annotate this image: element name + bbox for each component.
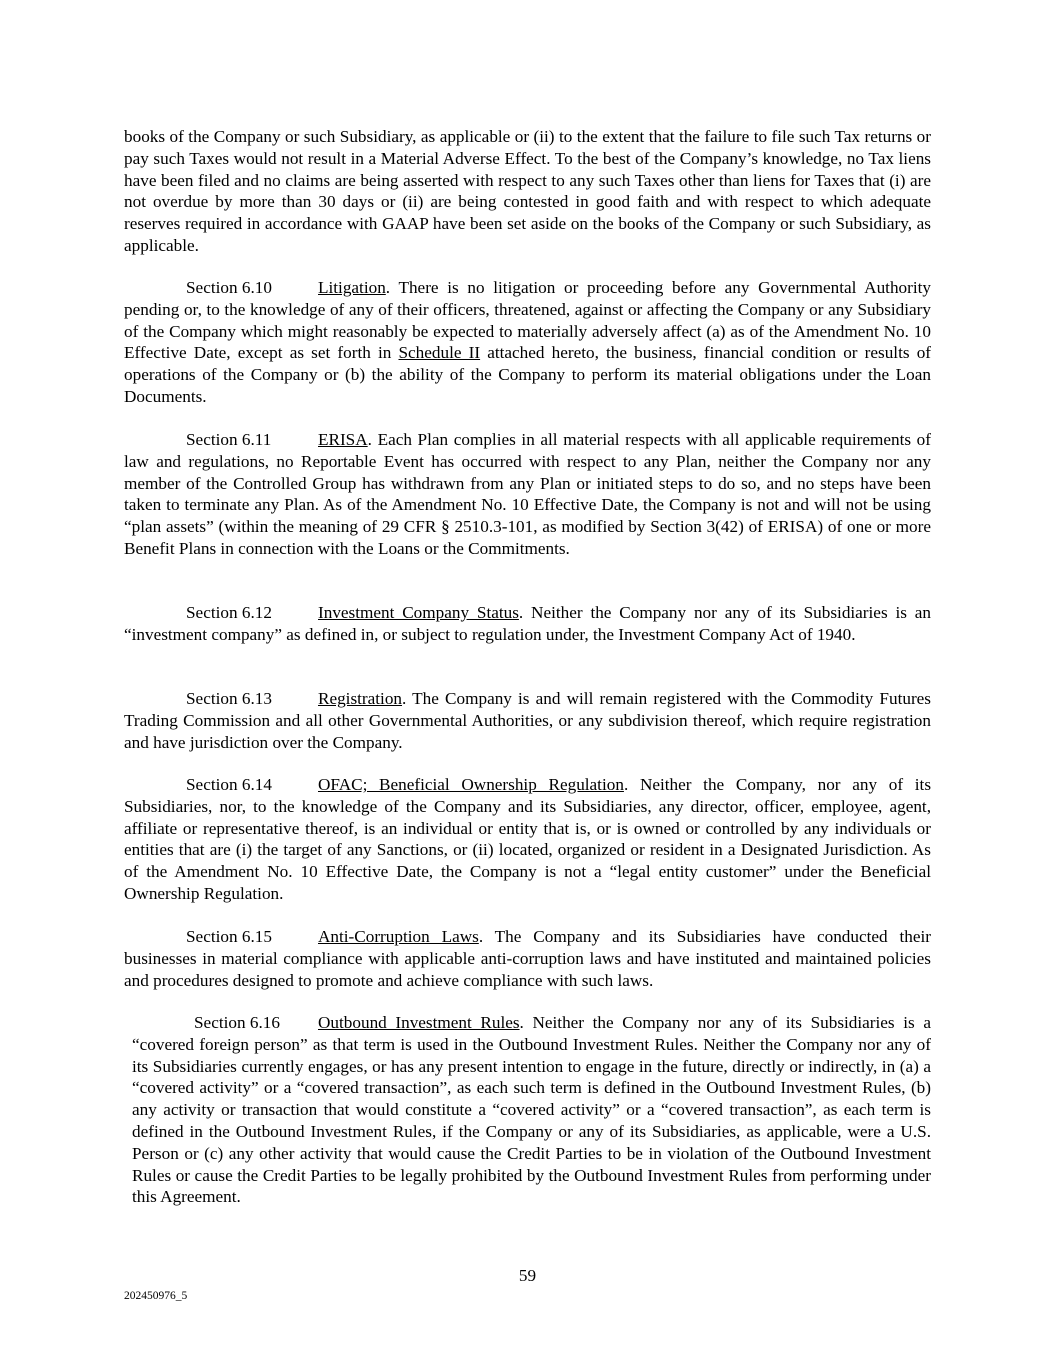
section-caption: Litigation	[318, 278, 386, 297]
section-text: . The Company is and will remain registered with the Commodity Futures Trading Commission and all other Governmental Authorities, or any subdivision thereof, which require registration and have jurisdiction over the Company.	[124, 689, 931, 752]
section-number: Section 6.14	[186, 775, 272, 794]
section-6-13-paragraph	[124, 688, 931, 753]
schedule-reference: Schedule II	[398, 343, 481, 363]
section-caption: Investment Company Status	[318, 603, 519, 622]
section-text: . Each Plan complies in all material respects with all applicable requirements of law and regulations, no Reportable Event has occurred with respect to any Plan, neither the Company nor any member of the Controlled Group has withdrawn from any Plan or initiated steps to do so, and no steps have been taken to terminate any Plan. As of the Amendment No. 10 Effective Date, the Company is not and will not be using “plan assets” (within the meaning of 29 CFR § 2510.3-101, as modified by Section 3(42) of ERISA) of one or more Benefit Plans in connection with the Loans or the Commitments.	[124, 430, 931, 558]
document-id: 202450976_5	[124, 1290, 188, 1302]
section-text: . Neither the Company nor any of its Subsidiaries is an “investment company” as defined in, or subject to regulation under, the Investment Company Act of 1940.	[124, 603, 931, 644]
page-number: 59	[518, 1266, 537, 1285]
section-number: Section 6.16	[194, 1013, 280, 1032]
continuation-paragraph: books of the Company or such Subsidiary, as applicable or (ii) to the extent that the failure to file such Tax returns or pay such Taxes would not result in a Material Adverse Effect. To the best of the Company’s knowledge, no Tax liens have been filed and no claims are being asserted with respect to any such Taxes other than liens for Taxes that (i) are not overdue by more than 30 days or (ii) are being contested in good faith and with respect to which adequate reserves required in accordance with GAAP have been set aside on the books of the Company or such Subsidiary, as applicable.	[124, 127, 931, 255]
section-text: . Neither the Company nor any of its Subsidiaries is a “covered foreign person” as that term is used in the Outbound Investment Rules. Neither the Company nor any of its Subsidiaries currently engages, or has any present intention to engage in the future, directly or indirectly, in (a) a “covered activity” or a “covered transaction”, as each such term is defined in the Outbound Investment Rules, (b) any activity or transaction that would constitute a “covered activity” or a “covered transaction”, as each term is defined in the Outbound Investment Rules, if the Company or any of its Subsidiaries, as applicable, were a U.S. Person or (c) any other activity that would cause the Credit Parties to be in violation of the Outbound Investment Rules or cause the Credit Parties to be legally prohibited by the Outbound Investment Rules from performing under this Agreement.	[132, 1013, 931, 1207]
section-number: Section 6.13	[186, 689, 272, 708]
section-caption: Anti-Corruption Laws	[318, 927, 479, 946]
section-text: . Neither the Company, nor any of its Subsidiaries, nor, to the knowledge of the Company and its Subsidiaries, any director, officer, employee, agent, affiliate or representative thereof, is an individual or entity that is, or is owned or controlled by any individuals or entities that are (i) the target of any Sanctions, or (ii) located, organized or resident in a Designated Jurisdiction. As of the Amendment No. 10 Effective Date, the Company is not a “legal entity customer” under the Beneficial Ownership Regulation.	[124, 775, 932, 903]
section-number: Section 6.11	[186, 430, 272, 449]
section-6-10-paragraph	[124, 277, 931, 408]
section-6-11-paragraph	[124, 429, 931, 560]
section-number: Section 6.10	[186, 278, 272, 297]
section-text-continued: attached hereto, the business, financial condition or results of operations of the Company or (b) the ability of the Company to perform its material obligations under the Loan Documents.	[124, 343, 932, 406]
section-6-12-paragraph	[124, 602, 931, 646]
section-number: Section 6.12	[186, 603, 272, 622]
section-number: Section 6.15	[186, 927, 272, 946]
section-text: . The Company and its Subsidiaries have conducted their businesses in material compliance with applicable anti-corruption laws and have instituted and maintained policies and procedures designed to promote and achieve compliance with such laws.	[124, 927, 931, 990]
section-text: . There is no litigation or proceeding before any Governmental Authority pending or, to the knowledge of any of their officers, threatened, against or affecting the Company or any Subsidiary of the Company which might reasonably be expected to materially adversely affect (a) as of the Amendment No. 10 Effective Date, except as set forth in	[124, 278, 931, 363]
section-6-14-paragraph	[124, 774, 931, 905]
section-caption: OFAC; Beneficial Ownership Regulation	[318, 775, 624, 794]
section-caption: Registration	[318, 689, 403, 708]
section-6-16-paragraph	[132, 1012, 931, 1208]
section-6-15-paragraph	[124, 926, 931, 991]
section-caption: Outbound Investment Rules	[318, 1013, 520, 1032]
section-caption: ERISA	[318, 430, 368, 449]
